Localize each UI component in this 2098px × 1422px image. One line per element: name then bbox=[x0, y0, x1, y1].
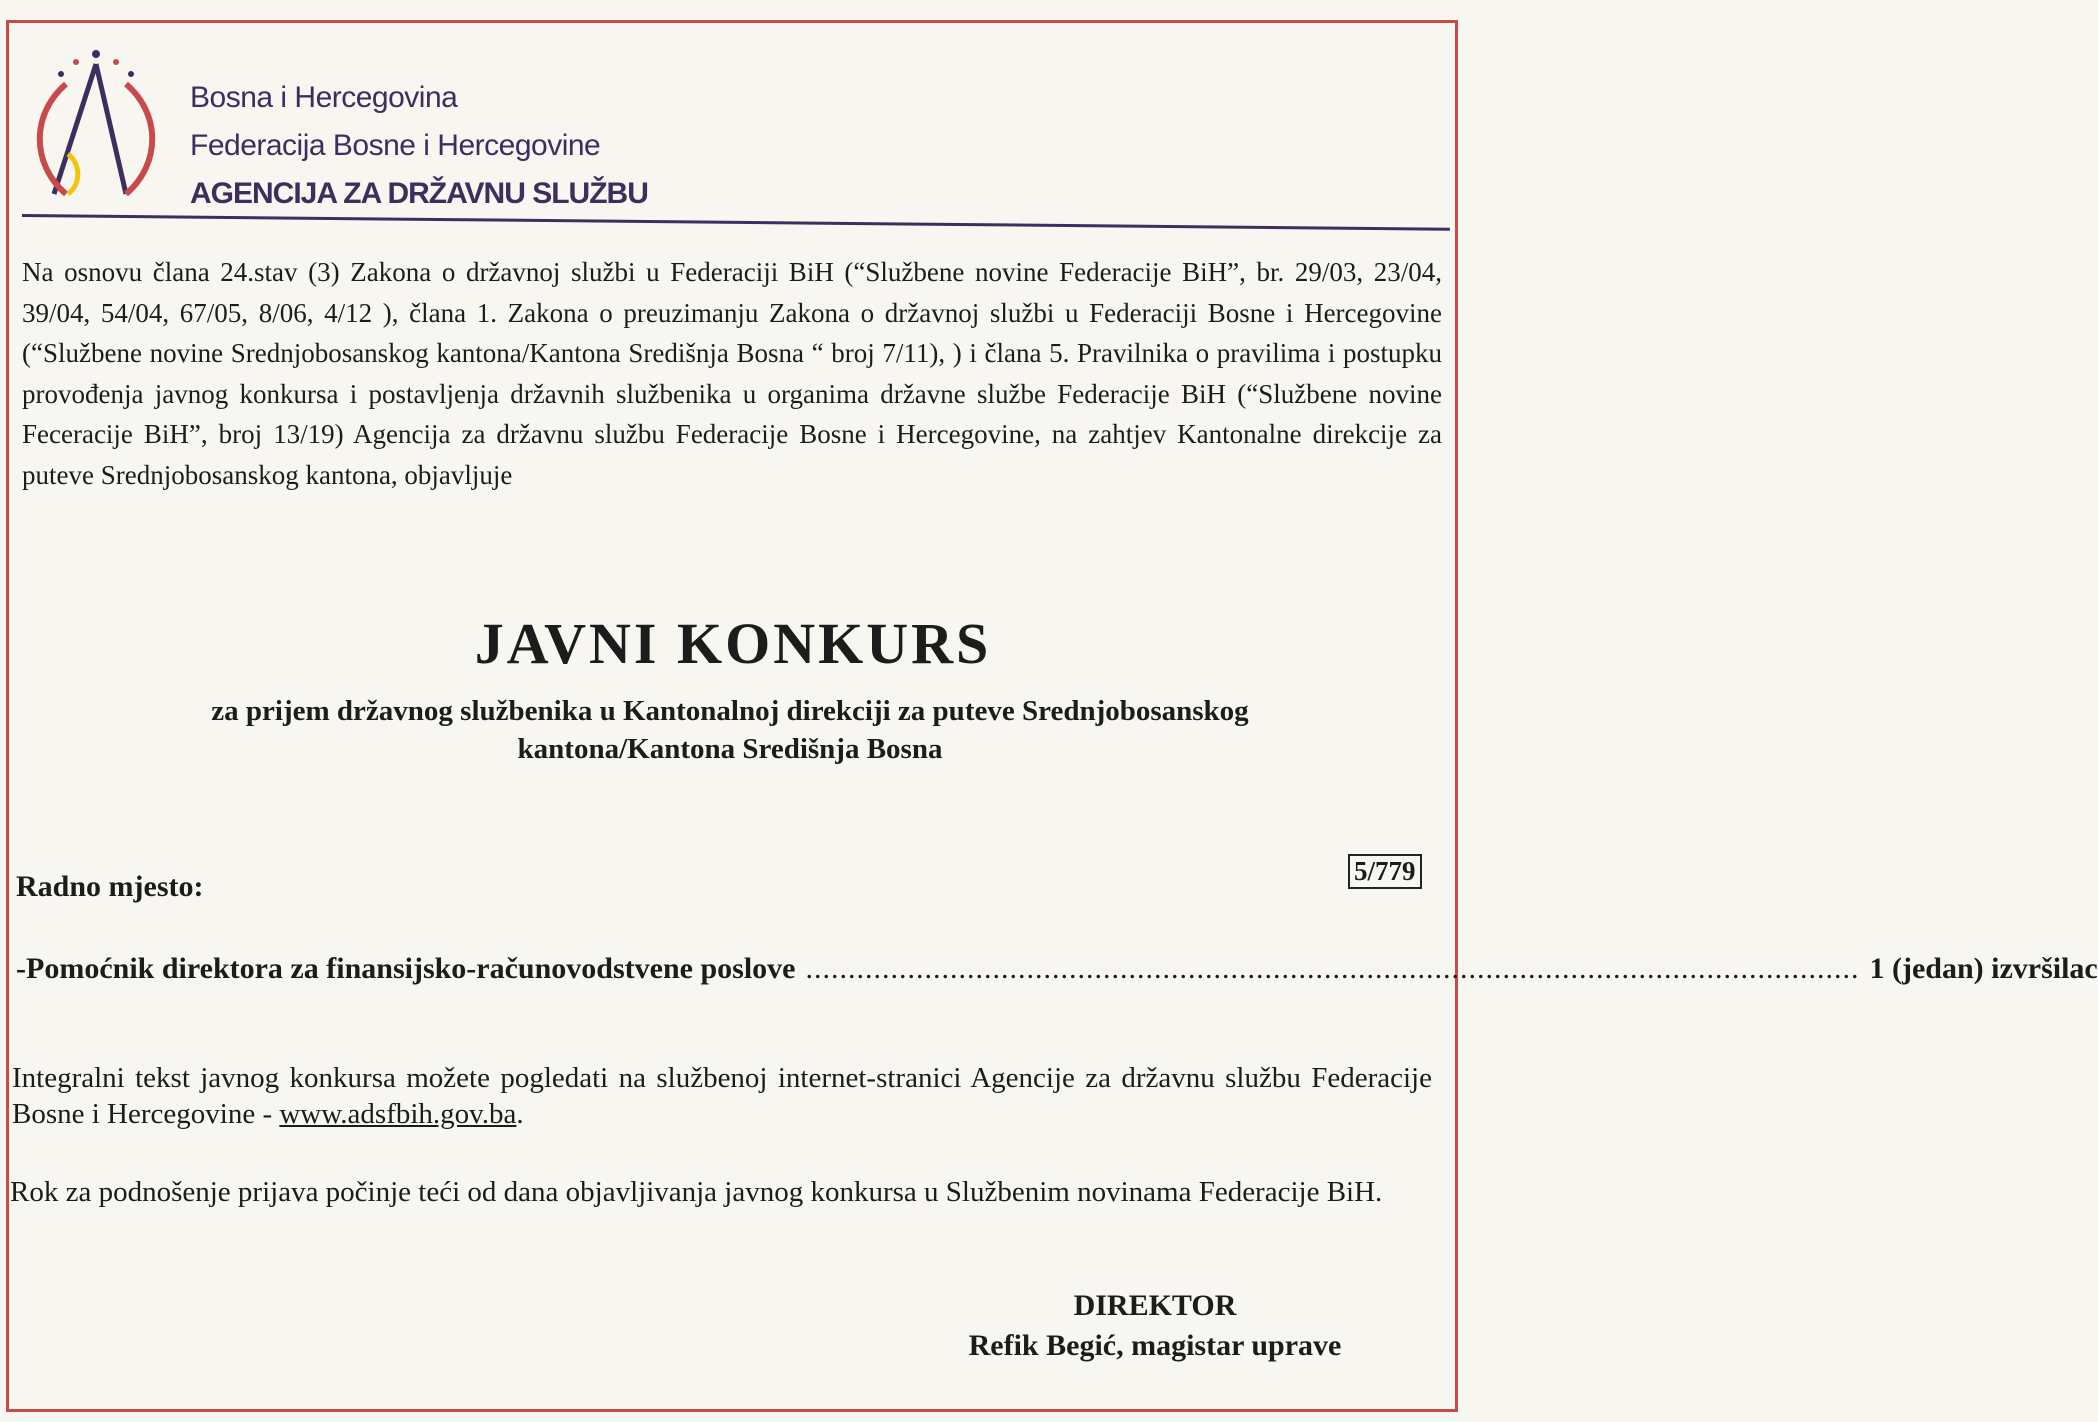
signature-name: Refik Begić, magistar uprave bbox=[968, 1329, 1342, 1362]
agency-header bbox=[190, 74, 648, 218]
document-subtitle: za prijem državnog službenika u Kantonalnoj direkciji za puteve Srednjobosanskog kantona/Kantona Središnja Bosna bbox=[211, 695, 1249, 765]
signature-block bbox=[920, 1286, 1390, 1366]
info-text-end: . bbox=[516, 1098, 524, 1130]
info-paragraph bbox=[12, 1060, 1432, 1132]
position-leader-dots: ............................................................................................................................ bbox=[805, 952, 1860, 985]
signature-role: DIREKTOR bbox=[1073, 1289, 1237, 1322]
document-title: JAVNI KONKURS bbox=[474, 611, 992, 676]
agency-logo-icon bbox=[26, 44, 166, 204]
position-count: 1 (jedan) izvršilac bbox=[1869, 952, 2098, 985]
website-link[interactable]: www.adsfbih.gov.ba bbox=[279, 1098, 517, 1130]
deadline-paragraph: Rok za podnošenje prijava počinje teći od dana objavljivanja javnog konkursa u Službenim novinama Federacije BiH. bbox=[10, 1176, 1383, 1208]
header-line-federation: Federacija Bosne i Hercegovine bbox=[190, 129, 601, 162]
position-bullet: - bbox=[16, 952, 26, 985]
position-row bbox=[16, 952, 2098, 986]
intro-paragraph: Na osnovu člana 24.stav (3) Zakona o državnoj službi u Federaciji BiH (“Službene novine Federacije BiH”, br. 29/03, 23/04, 39/04, 54/04, 67/05, 8/06, 4/12 ), člana 1. Zakona o preuzimanju Zakona o državnoj službi u Federaciji Bosne i Hercegovine (“Službene novine Srednjobosanskog kantona/Kantona Središnja Bosna “ broj 7/11), ) i člana 5. Pravilnika o pravilima i postupku provođenja javnog konkursa i postavljenja državnih službenika u organima državne službe Federacije BiH (“Službene novine Feceracije BiH”, broj 13/19) Agencija za državnu službu Federacije Bosne i Hercegovine, na zahtjev Kantonalne direkcije za puteve Srednjobosanskog kantona, objavljuje bbox=[22, 257, 1442, 490]
reference-number: 5/779 bbox=[1348, 854, 1422, 889]
header-line-agency: AGENCIJA ZA DRŽAVNU SLUŽBU bbox=[190, 177, 648, 210]
header-line-country: Bosna i Hercegovina bbox=[190, 81, 458, 114]
info-text: Integralni tekst javnog konkursa možete pogledati na službenoj internet-stranici Agencije za državnu službu Federacije Bosne i Hercegovine - bbox=[12, 1062, 1432, 1130]
position-name: Pomoćnik direktora za finansijsko-računovodstvene poslove bbox=[26, 952, 796, 985]
position-label: Radno mjesto: bbox=[16, 870, 204, 903]
